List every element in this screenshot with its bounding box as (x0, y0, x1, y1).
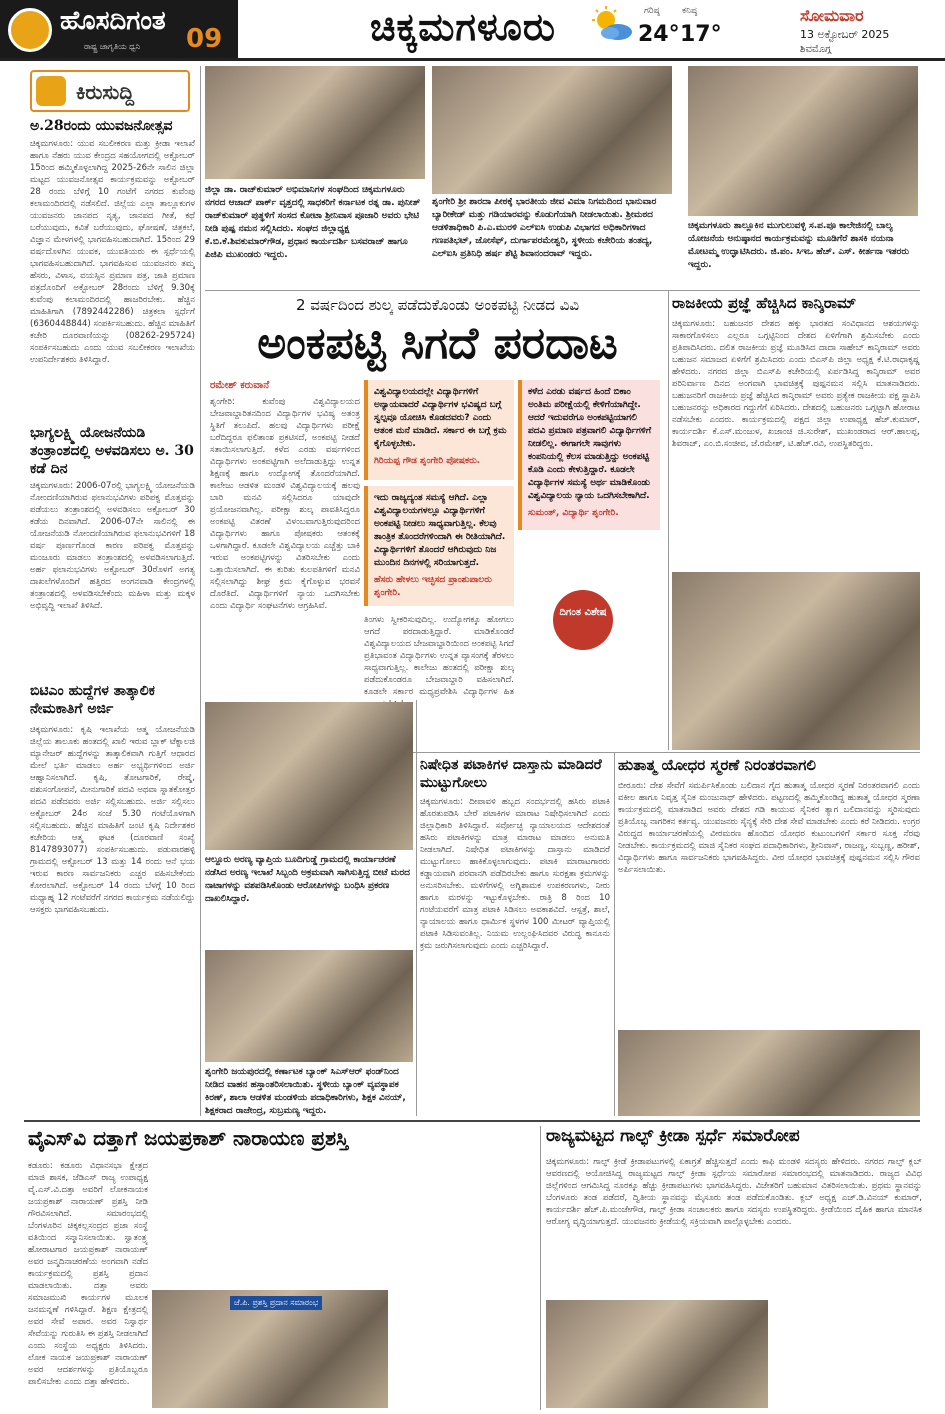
lead-quote-1-source: ಗಿರಿಯಪ್ಪ ಗೌಡ ಶೃಂಗೇರಿ ಪೋಷಕರು. (374, 456, 481, 466)
crackers-headline: ನಿಷೇಧಿತ ಪಟಾಕಿಗಳ ದಾಸ್ತಾನು ಮಾಡಿದರೆ ಮುಟ್ಟುಗೋಲು (420, 757, 602, 791)
lead-quote-3-text: ಕಳೆದ ಎರಡು ವರ್ಷದ ಹಿಂದೆ ಬಿಕಾಂ ಅಂತಿಮ ಪರೀಕ್ಷೆಯಲ್ಲಿ ಕೇಳಿಗೆಯಾಗಿದ್ದೇ. ಆದರೆ ಇದುವರೆಗೂ ಅಂಕಪಟ್ಟಿಯಾಗಲಿ ಪದವಿ ಪ್ರಮಾಣ ಪತ್ರವಾಗಲಿ ವಿದ್ಯಾರ್ಥಿಗಳಿಗೆ ನೀಡಲಿಲ್ಲ. ಈಗಾಗಲೇ ಸಾವುಗಳು ಕಂಪನಿಯಲ್ಲಿ ಕೆಲಸ ಮಾಡುತ್ತಿದ್ದು ಅಂಕಪಟ್ಟಿ ಕೊಡಿ ಎಂದು ಕೇಳುತ್ತಿದ್ದಾರೆ. ಕೂಡಲೇ ವಿದ್ಯಾರ್ಥಿಗಳ ಸಮಸ್ಯೆ ಅರ್ಥ ಮಾಡಿಕೊಂಡು ವಿಶ್ವವಿದ್ಯಾಲಯ ನ್ಯಾಯ ಒದಗಿಸಬೇಕಾಗಿದೆ. (528, 387, 652, 501)
top-photo-3-caption: ಚಿಕ್ಕಮಗಳೂರು ತಾಲ್ಲೂಕಿನ ಮುಗುಲುವಳ್ಳಿ ಸ.ಪ.ಪೂ ಕಾಲೇಜಿನಲ್ಲಿ ಬಾಲ್ಯ ಯೋಜನೆಯ ಅನುಷ್ಠಾನದ ಕಾರ್ಯಕ್ರಮವನ್ನು ಮೂಡಿಗೆರೆ ಶಾಸಕಿ ನಯನಾ ಮೋಟಮ್ಮ ಉದ್ಘಾಟಿಸಿದರು. ಜಿ.ಪಂ. ಸಿಇಒ ಹೆಚ್. ಎಸ್. ಕೀರ್ತನಾ ಇತರರು ಇದ್ದರು. (688, 221, 909, 270)
lead-byline: ರಮೇಶ್ ಕರುವಾನೆ (210, 380, 270, 391)
bottom-right-headline: ರಾಜ್ಯಮಟ್ಟದ ಗಾಲ್ಫ್ ಕ್ರೀಡಾ ಸ್ಪರ್ಧೆ ಸಮಾರೋಪ (546, 1126, 800, 1146)
martyr-body: ಬೀರೂರು: ದೇಶ ಸೇವೆಗೆ ಸಮರ್ಪಿಸಿಕೊಂಡು ಬಲಿದಾನ ಗೈದ ಹುತಾತ್ಮ ಯೋಧರ ಸ್ಮರಣೆ ನಿರಂತರವಾಗಲಿ ಎಂದು ವಕೀಲ ಹಾಗೂ ನಿವೃತ್ತ ಸೈನಿಕ ಮಂಜುನಾಥ್ ಹೇಳಿದರು. ಪಟ್ಟಣದಲ್ಲಿ ಹಮ್ಮಿಕೊಂಡಿದ್ದ ಹುತಾತ್ಮ ಯೋಧರ ಸ್ಮರಣಾ ಕಾರ್ಯಕ್ರಮದಲ್ಲಿ ಮಾತನಾಡಿದ ಅವರು ದೇಶದ ಗಡಿ ಕಾಯುವ ಸೈನಿಕರ ತ್ಯಾಗ ಬಲಿದಾನವನ್ನು ಸ್ಮರಿಸುವುದು ಪ್ರತಿಯೊಬ್ಬ ನಾಗರಿಕನ ಕರ್ತವ್ಯ. ಯುವಜನರು ಸೈನ್ಯಕ್ಕೆ ಸೇರಿ ದೇಶ ಸೇವೆ ಮಾಡಬೇಕು ಎಂದು ಕರೆ ನೀಡಿದರು. ಉಗ್ರರ ವಿರುದ್ಧದ ಕಾರ್ಯಾಚರಣೆಯಲ್ಲಿ ವೀರಮರಣ ಹೊಂದಿದ ಯೋಧರ ಕುಟುಂಬಗಳಿಗೆ ಸರ್ಕಾರ ಸೂಕ್ತ ನೆರವು ನೀಡಬೇಕು. ಕಾರ್ಯಕ್ರಮದಲ್ಲಿ ಮಾಜಿ ಸೈನಿಕರ ಸಂಘದ ಪದಾಧಿಕಾರಿಗಳು, ಶ್ರೀನಿವಾಸ್, ರಾಜಣ್ಣ, ಸುಬ್ಬಣ್ಣ, ಹರೀಶ್, ವಿದ್ಯಾರ್ಥಿಗಳು ಹಾಗೂ ಸಾರ್ವಜನಿಕರು ಭಾಗವಹಿಸಿದ್ದರು. ವೀರ ಯೋಧರ ಭಾವಚಿತ್ರಕ್ಕೆ ಪುಷ್ಪನಮನ ಸಲ್ಲಿಸಿ ಗೌರವ ಅರ್ಪಿಸಲಾಯಿತು. (618, 781, 920, 875)
middle-photo-2-caption: ಶೃಂಗೇರಿ ಜಯಪುರದಲ್ಲಿ ಕರ್ಣಾಟಕ ಬ್ಯಾಂಕ್ ಸಿಎಸ್‌ಆರ್ ಫಂಡ್‌ನಿಂದ ನೀಡಿದ ವಾಹನ ಹಸ್ತಾಂತರಿಸಲಾಯಿತು. ಸ್ಥಳೀಯ ಬ್ಯಾಂಕ್ ವ್ಯವಸ್ಥಾಪಕ ಕಿರಣ್, ಶಾಲಾ ಆಡಳಿತ ಮಂಡಳಿಯ ಪದಾಧಿಕಾರಿಗಳು, ಶಿಕ್ಷಕ ವಿನಯ್, ಶಿಕ್ಷಕರಾದ ರಾಜೇಂದ್ರ, ಸುಬ್ರಮಣ್ಯ ಇದ್ದರು. (205, 1067, 406, 1116)
sidebar-story-3-body: ಚಿಕ್ಕಮಗಳೂರು: ಕೃಷಿ ಇಲಾಖೆಯ ಆತ್ಮ ಯೋಜನೆಯಡಿ ಜಿಲ್ಲೆಯ ತಾಲೂಕು ಹಂತದಲ್ಲಿ ಖಾಲಿ ಇರುವ ಬ್ಲಾಕ್ ಟೆಕ್ನಾಲಜಿ ಮ್ಯಾನೇಜರ್ ಹುದ್ದೆಗಳನ್ನು ತಾತ್ಕಾಲಿಕವಾಗಿ ಗುತ್ತಿಗೆ ಆಧಾರದ ಮೇಲೆ ಭರ್ತಿ ಮಾಡಲು ಅರ್ಹ ಅಭ್ಯರ್ಥಿಗಳಿಂದ ಅರ್ಜಿ ಆಹ್ವಾನಿಸಲಾಗಿದೆ. ಕೃಷಿ, ತೋಟಗಾರಿಕೆ, ರೇಷ್ಮೆ, ಪಶುಸಂಗೋಪನೆ, ಮೀನುಗಾರಿಕೆ ಪದವಿ ಅಥವಾ ಸ್ನಾತಕೋತ್ತರ ಪದವಿ ಪಡೆದವರು ಅರ್ಜಿ ಸಲ್ಲಿಸಬಹುದು. ಅರ್ಜಿ ಸಲ್ಲಿಸಲು ಅಕ್ಟೋಬರ್ 24ರ ಸಂಜೆ 5.30 ಗಂಟೆಯೊಳಗಾಗಿ ಸಲ್ಲಿಸಬಹುದು. ಹೆಚ್ಚಿನ ಮಾಹಿತಿಗೆ ಜಂಟಿ ಕೃಷಿ ನಿರ್ದೇಶಕರ ಕಚೇರಿಯ ಆತ್ಮ ಘಟಕ (ದೂರವಾಣಿ ಸಂಖ್ಯೆ 8147893077) ಸಂಪರ್ಕಿಸಬಹುದು. ಪಡುವಾರಹಳ್ಳಿ ಗ್ರಾಮದಲ್ಲಿ ಅಕ್ಟೋಬರ್ 13 ಮತ್ತು 14 ರಂದು ಆನೆ ಭಯ ಇರುವ ಕಾರಣ ಸಾರ್ವಜನಿಕರು ಎಚ್ಚರ ವಹಿಸಬೇಕೆಂದು ಕೋರಲಾಗಿದೆ. ಅಕ್ಟೋಬರ್ 14 ರಂದು ಬೆಳಗ್ಗೆ 10 ರಿಂದ ಮಧ್ಯಾಹ್ನ 12 ಗಂಟೆವರೆಗೆ ನಗರದ ಕಾರ್ಯಕ್ರಮ ನಡೆಯಲಿದ್ದು ಆಸಕ್ತರು ಭಾಗವಹಿಸಬಹುದು. (30, 725, 195, 915)
masthead-rule (0, 58, 945, 61)
issue-date: 13 ಅಕ್ಟೋಬರ್ 2025 (800, 28, 890, 41)
issue-day: ಸೋಮವಾರ (800, 6, 864, 25)
top-photo-1-caption: ಜಿಲ್ಲಾ ಡಾ. ರಾಜ್‌ಕುಮಾರ್ ಅಭಿಮಾನಿಗಳ ಸಂಘದಿಂದ ಚಿಕ್ಕಮಗಳೂರು ನಗರದ ಆಜಾದ್ ಪಾರ್ಕ್ ವೃತ್ತದಲ್ಲಿ ಸಾಧಕರಿಗೆ ಕರ್ನಾಟಕ ರತ್ನ ಡಾ. ಪುನೀತ್ ರಾಜ್‌ಕುಮಾರ್ ಪುತ್ಥಳಿಗೆ ಸಂಸದ ಕೋಟಾ ಶ್ರೀನಿವಾಸ ಪೂಜಾರಿ ಅವರು ಭೇಟಿ ನೀಡಿ ಪುಷ್ಪ ನಮನ ಸಲ್ಲಿಸಿದರು. ಸಂಘದ ಜಿಲ್ಲಾಧ್ಯಕ್ಷ ಕೆ.ಬಿ.ಕೆ.ಶಿವಕುಮಾರ್‌ಗೌಡ, ಪ್ರಧಾನ ಕಾರ್ಯದರ್ಶಿ ಬಸವರಾಜ್ ಹಾಗೂ ಪಿಜಿಪಿ ಮುಖಂಡರು ಇದ್ದರು. (205, 185, 421, 260)
masthead-logo (0, 0, 238, 58)
martyr-left-divider (614, 752, 615, 1116)
lead-body: ಶೃಂಗೇರಿ: ಕುವೆಂಪು ವಿಶ್ವವಿದ್ಯಾಲಯದ ಬೇಜವಾಬ್ದಾರಿತನದಿಂದ ವಿದ್ಯಾರ್ಥಿಗಳ ಭವಿಷ್ಯ ಅತಂತ್ರ ಸ್ಥಿತಿಗೆ ತಲುಪಿದೆ. ಹಲವು ವಿದ್ಯಾರ್ಥಿಗಳು ಪರೀಕ್ಷೆ ಬರೆದಿದ್ದರೂ ಫಲಿತಾಂಶ ಪ್ರಕಟಿಸದೆ, ಅಂಕಪಟ್ಟಿ ನೀಡದೆ ಸತಾಯಿಸಲಾಗುತ್ತಿದೆ. ಕಳೆದ ಎರಡು ವರ್ಷಗಳಿಂದ ವಿದ್ಯಾರ್ಥಿಗಳು ಅಂಕಪಟ್ಟಿಗಾಗಿ ಅಲೆದಾಡುತ್ತಿದ್ದು ಉನ್ನತ ಶಿಕ್ಷಣಕ್ಕೆ ಹಾಗೂ ಉದ್ಯೋಗಕ್ಕೆ ತೊಂದರೆಯಾಗಿದೆ. ಕಾಲೇಜು ಆಡಳಿತ ಮಂಡಳಿ ವಿಶ್ವವಿದ್ಯಾಲಯಕ್ಕೆ ಹಲವು ಬಾರಿ ಮನವಿ ಸಲ್ಲಿಸಿದರೂ ಯಾವುದೇ ಪ್ರಯೋಜನವಾಗಿಲ್ಲ. ಪರೀಕ್ಷಾ ಶುಲ್ಕ ಪಾವತಿಸಿದ್ದರೂ ಅಂಕಪಟ್ಟಿ ವಿತರಣೆ ವಿಳಂಬವಾಗುತ್ತಿರುವುದರಿಂದ ವಿದ್ಯಾರ್ಥಿಗಳು ಹಾಗೂ ಪೋಷಕರು ಆತಂಕಕ್ಕೆ ಒಳಗಾಗಿದ್ದಾರೆ. ಕೂಡಲೇ ವಿಶ್ವವಿದ್ಯಾಲಯ ಎಚ್ಚೆತ್ತು ಬಾಕಿ ಇರುವ ಅಂಕಪಟ್ಟಿಗಳನ್ನು ವಿತರಿಸಬೇಕು ಎಂದು ಒತ್ತಾಯಿಸಲಾಗಿದೆ. ಈ ಕುರಿತು ಕುಲಪತಿಗಳಿಗೆ ಮನವಿ ಸಲ್ಲಿಸಲಾಗಿದ್ದು ಶೀಘ್ರ ಕ್ರಮ ಕೈಗೊಳ್ಳುವ ಭರವಸೆ ದೊರೆತಿದೆ. ವಿದ್ಯಾರ್ಥಿಗಳಿಗೆ ನ್ಯಾಯ ಒದಗಿಸಬೇಕು ಎಂದು ವಿದ್ಯಾರ್ಥಿ ಸಂಘಟನೆಗಳು ಆಗ್ರಹಿಸಿವೆ. (210, 397, 360, 611)
logo-emblem-icon (8, 8, 52, 52)
lead-kicker: 2 ವರ್ಷದಿಂದ ಶುಲ್ಕ ಪಡೆದುಕೊಂಡು ಅಂಕಪಟ್ಟಿ ನೀಡದ ವಿವಿ (295, 296, 580, 314)
bottom-right-body: ಚಿಕ್ಕಮಗಳೂರು: ಗಾಲ್ಫ್ ಕ್ರೀಡೆ ಕ್ರೀಡಾಪಟುಗಳಲ್ಲಿ ಏಕಾಗ್ರತೆ ಹೆಚ್ಚಿಸುತ್ತದೆ ಎಂದು ಕಾಫಿ ಮಂಡಳಿ ಸದಸ್ಯರು ಹೇಳಿದರು. ನಗರದ ಗಾಲ್ಫ್ ಕ್ಲಬ್ ಆವರಣದಲ್ಲಿ ಆಯೋಜಿಸಿದ್ದ ರಾಜ್ಯಮಟ್ಟದ ಗಾಲ್ಫ್ ಕ್ರೀಡಾ ಸ್ಪರ್ಧೆಯ ಸಮಾರೋಪ ಸಮಾರಂಭದಲ್ಲಿ ಮಾತನಾಡಿದರು. ರಾಜ್ಯದ ವಿವಿಧ ಜಿಲ್ಲೆಗಳಿಂದ ಆಗಮಿಸಿದ್ದ ನೂರಕ್ಕೂ ಹೆಚ್ಚು ಕ್ರೀಡಾಪಟುಗಳು ಭಾಗವಹಿಸಿದ್ದರು. ವಿಜೇತರಿಗೆ ಬಹುಮಾನ ವಿತರಿಸಲಾಯಿತು. ಪ್ರಥಮ ಸ್ಥಾನವನ್ನು ಬೆಂಗಳೂರು ತಂಡ ಪಡೆದರೆ, ದ್ವಿತೀಯ ಸ್ಥಾನವನ್ನು ಮೈಸೂರು ತಂಡ ಪಡೆದುಕೊಂಡಿತು. ಕ್ಲಬ್ ಅಧ್ಯಕ್ಷ ಎಚ್.ಡಿ.ವಿನಯ್ ಕುಮಾರ್, ಕಾರ್ಯದರ್ಶಿ ಹೆಚ್.ಪಿ.ಮಂಜೇಗೌಡ, ಗಾಲ್ಫ್ ಕ್ರೀಡಾ ಸಂಚಾಲಕರು ಹಾಗೂ ಸದಸ್ಯರು ಉಪಸ್ಥಿತರಿದ್ದರು. ಕ್ರೀಡೆಯಿಂದ ದೈಹಿಕ ಹಾಗೂ ಮಾನಸಿಕ ಆರೋಗ್ಯ ವೃದ್ಧಿಯಾಗುತ್ತದೆ. ಯುವಜನರು ಕ್ರೀಡೆಯಲ್ಲಿ ಸಕ್ರಿಯವಾಗಿ ಪಾಲ್ಗೊಳ್ಳಬೇಕು ಎಂದರು. (546, 1157, 922, 1227)
bottom-left-body: ಕಡೂರು: ಕಡೂರು ವಿಧಾನಸಭಾ ಕ್ಷೇತ್ರದ ಮಾಜಿ ಶಾಸಕ, ಜೆಡಿಎಸ್ ರಾಜ್ಯ ಉಪಾಧ್ಯಕ್ಷ ವೈ.ಎಸ್.ವಿ.ದತ್ತಾ ಅವರಿಗೆ ಲೋಕನಾಯಕ ಜಯಪ್ರಕಾಶ್ ನಾರಾಯಣ್ ಪ್ರಶಸ್ತಿ ನೀಡಿ ಗೌರವಿಸಲಾಗಿದೆ. ಸಮಾರಂಭದಲ್ಲಿ ಬೆಂಗಳೂರಿನ ಚಿಕ್ಕಕಲ್ಲಸಂದ್ರದ ಪ್ರಜಾ ಸಂಸ್ಥೆ ವತಿಯಿಂದ ಸನ್ಮಾನಿಸಲಾಯಿತು. ಸ್ವಾತಂತ್ರ್ಯ ಹೋರಾಟಗಾರ ಜಯಪ್ರಕಾಶ್ ನಾರಾಯಣ್ ಅವರ ಜನ್ಮದಿನಾಚರಣೆಯ ಅಂಗವಾಗಿ ನಡೆದ ಕಾರ್ಯಕ್ರಮದಲ್ಲಿ ಪ್ರಶಸ್ತಿ ಪ್ರದಾನ ಮಾಡಲಾಯಿತು. ದತ್ತಾ ಅವರು ಸಮಾಜಮುಖಿ ಕಾರ್ಯಗಳ ಮೂಲಕ ಜನಮನ್ನಣೆ ಗಳಿಸಿದ್ದಾರೆ. ಶಿಕ್ಷಣ ಕ್ಷೇತ್ರದಲ್ಲಿ ಅವರ ಸೇವೆ ಅಪಾರ. ಅವರ ನಿಸ್ವಾರ್ಥ ಸೇವೆಯನ್ನು ಗುರುತಿಸಿ ಈ ಪ್ರಶಸ್ತಿ ನೀಡಲಾಗಿದೆ ಎಂದು ಸಂಸ್ಥೆಯ ಅಧ್ಯಕ್ಷರು ತಿಳಿಸಿದರು. ಲೋಕ ನಾಯಕ ಜಯಪ್ರಕಾಶ್ ನಾರಾಯಣ್ ಅವರ ಆದರ್ಶಗಳನ್ನು ಪ್ರತಿಯೊಬ್ಬರೂ ಪಾಲಿಸಬೇಕು ಎಂದು ದತ್ತಾ ಹೇಳಿದರು. (28, 1161, 148, 1387)
bottom-row-divider (24, 1120, 920, 1122)
lead-quote-2 (364, 486, 514, 606)
brand-name: ಹೊಸದಿಗಂತ (60, 6, 166, 36)
temp-min: 17° (680, 22, 722, 47)
bottom-left-banner: ಜೆ.ಪಿ. ಪ್ರಶಸ್ತಿ ಪ್ರದಾನ ಸಮಾರಂಭ (230, 1296, 322, 1310)
sidebar-title-text: ಕಿರುಸುದ್ದಿ (76, 80, 135, 104)
city-title: ಚಿಕ್ಕಮಗಳೂರು (370, 4, 557, 49)
top-row-divider (205, 290, 920, 291)
middle-photo-1 (205, 702, 413, 850)
temp-max-label: ಗರಿಷ್ಠ (644, 6, 660, 16)
sun-cloud-icon (590, 6, 634, 42)
top-photo-1 (205, 66, 425, 179)
politics-headline: ರಾಜಕೀಯ ಪ್ರಜ್ಞೆ ಹೆಚ್ಚಿಸಿದ ಕಾನ್ಶಿರಾಮ್ (672, 294, 857, 312)
lead-quote-1-text: ವಿಶ್ವವಿದ್ಯಾಲಯದಲ್ಲೇ ವಿದ್ಯಾರ್ಥಿಗಳಿಗೆ ಅನ್ಯಾಯವಾದರೆ ವಿದ್ಯಾರ್ಥಿಗಳ ಭವಿಷ್ಯದ ಬಗ್ಗೆ ಸ್ವಲ್ಪವೂ ಯೋಚಿಸಿ ಕೊಡದವರು? ಎಂದು ಆತಂಕ ಮನೆ ಮಾಡಿದೆ. ಸರ್ಕಾರ ಈ ಬಗ್ಗೆ ಕ್ರಮ ಕೈಗೊಳ್ಳಬೇಕು. (374, 387, 507, 449)
top-photo-2-caption: ಶೃಂಗೇರಿ ಶ್ರೀ ಶಾರದಾ ಪೀಠಕ್ಕೆ ಭಾರತೀಯ ಜೀವ ವಿಮಾ ನಿಗಮದಿಂದ ಭಾನುವಾರ ಬ್ಯಾರೀಕೇಡ್ ಮತ್ತು ಗಡಿಯಾರವನ್ನು ಕೊಡುಗೆಯಾಗಿ ನೀಡಲಾಯಿತು. ಶ್ರೀಮಠದ ಆಡಳಿತಾಧಿಕಾರಿ ಪಿ.ಎ.ಮುರಳಿ ಎಲ್‌ಐಸಿ ಉಡುಪಿ ವಿಭಾಗದ ಅಧಿಕಾರಿಗಳಾದ ಗಣಪತಿಭಟ್, ಜೋಸೆಫ್, ದುರ್ಗಾಪರಮೇಶ್ವರಿ, ಸ್ಥಳೀಯ ಕಚೇರಿಯ ತಂತದ್ಯ, ಎಲ್‌ಐಸಿ ಪ್ರತಿನಿಧಿ ಹರ್ಷ ಶೆಟ್ಟಿ ಶಿವಾನಂದರಾವ್ ಇದ್ದರು. (432, 197, 657, 259)
brand-tagline: ರಾಷ್ಟ್ರ ಜಾಗೃತಿಯ ಧ್ವನಿ (84, 42, 141, 51)
top-photo-2 (432, 66, 672, 194)
top-photo-3 (688, 66, 918, 216)
politics-photo (672, 572, 920, 750)
lead-quote-2-source: ಹೆಸರು ಹೇಳಲು ಇಚ್ಛಿಸದ ಪ್ರಾಂಶುಪಾಲರು ಶೃಂಗೇರಿ. (374, 575, 492, 598)
lead-quote-3 (518, 380, 660, 530)
sidebar-story-1-body: ಚಿಕ್ಕಮಗಳೂರು: ಯುವ ಸಬಲೀಕರಣ ಮತ್ತು ಕ್ರೀಡಾ ಇಲಾಖೆ ಹಾಗೂ ನೆಹರು ಯುವ ಕೇಂದ್ರದ ಸಹಯೋಗದಲ್ಲಿ ಅಕ್ಟೋಬರ್ 15ರಿಂದ ಹಮ್ಮಿಕೊಳ್ಳಲಾಗಿದ್ದ 2025-26ನೇ ಸಾಲಿನ ಜಿಲ್ಲಾ ಮಟ್ಟದ ಯುವಜನೋತ್ಸವ ಕಾರ್ಯಕ್ರಮವನ್ನು ಅಕ್ಟೋಬರ್ 28 ರಂದು ಬೆಳಿಗ್ಗೆ 10 ಗಂಟೆಗೆ ನಗರದ ಕುವೆಂಪು ಕಲಾಮಂದಿರದಲ್ಲಿ ನಡೆಸಲಿದೆ. ಜಿಲ್ಲೆಯ ಎಲ್ಲಾ ತಾಲ್ಲೂಕುಗಳ ಯುವಜನರು ಜಾನಪದ ನೃತ್ಯ, ಜಾನಪದ ಗೀತೆ, ಕಥೆ ಬರೆಯುವುದು, ಕವಿತೆ ಬರೆಯುವುದು, ಘೋಷಣೆ, ಚಿತ್ರಕಲೆ, ವಿಜ್ಞಾನ ಮೇಳಗಳಲ್ಲಿ ಭಾಗವಹಿಸಬಹುದಾಗಿದೆ. 15ರಿಂದ 29 ವರ್ಷದೊಳಗಿನ ಯುವಕ, ಯುವತಿಯರು ಈ ಸ್ಪರ್ಧೆಯಲ್ಲಿ ಭಾಗವಹಿಸಬಹುದಾಗಿದೆ. ಭಾಗವಹಿಸುವ ಯುವಜನರು ತಮ್ಮ ಹೆಸರು, ವಿಳಾಸ, ವಯಸ್ಸಿನ ಪ್ರಮಾಣ ಪತ್ರ, ಜಾತಿ ಪ್ರಮಾಣ ಪತ್ರದೊಂದಿಗೆ ಅಕ್ಟೋಬರ್ 28ರಂದು ಬೆಳಿಗ್ಗೆ 9.30ಕ್ಕೆ ಕುವೆಂಪು ಕಲಾಮಂದಿರದಲ್ಲಿ ಹಾಜರಿರಬೇಕು. ಹೆಚ್ಚಿನ ಮಾಹಿತಿಗಾಗಿ (7892442286) ಚಿತ್ರಕಲಾ ಸ್ಪರ್ಧೆಗೆ (6360448844) ಸಂಪರ್ಕಿಸಬಹುದು. ಹೆಚ್ಚಿನ ಮಾಹಿತಿಗೆ ಕಚೇರಿ ದೂರವಾಣಿಯನ್ನು (08262-295724) ಸಂಪರ್ಕಿಸಬಹುದು ಎಂದು ಯುವ ಸಬಲೀಕರಣ ಇಲಾಖೆಯ ಉಪನಿರ್ದೇಶಕರು ತಿಳಿಸಿದ್ದಾರೆ. (30, 139, 195, 365)
sidebar-story-2-body: ಚಿಕ್ಕಮಗಳೂರು: 2006-07ರಲ್ಲಿ ಭಾಗ್ಯಲಕ್ಷ್ಮಿ ಯೋಜನೆಯಡಿ ನೋಂದಣಿಯಾಗಿರುವ ಫಲಾನುಭವಿಗಳು ಪರಿಪಕ್ವ ಮೊತ್ತವನ್ನು ಪಡೆಯಲು ತಂತ್ರಾಂಶದಲ್ಲಿ ಅಳವಡಿಸಲು ಅಕ್ಟೋಬರ್ 30 ಕಡೆಯ ದಿನವಾಗಿದೆ. 2006-07ನೇ ಸಾಲಿನಲ್ಲಿ ಈ ಯೋಜನೆಯಡಿ ನೋಂದಣಿಯಾಗಿರುವ ಫಲಾನುಭವಿಗಳಿಗೆ 18 ವರ್ಷ ಪೂರ್ಣಗೊಂಡ ಕಾರಣ ಪರಿಪಕ್ವ ಮೊತ್ತವನ್ನು ಮಂಜೂರು ಮಾಡಲು ತಂತ್ರಾಂಶದಲ್ಲಿ ಅಳವಡಿಸಲಾಗುತ್ತಿದೆ. ಅರ್ಹ ಫಲಾನುಭವಿಗಳು ಅಕ್ಟೋಬರ್ 30ರೊಳಗೆ ಅಗತ್ಯ ದಾಖಲೆಗಳೊಂದಿಗೆ ಹತ್ತಿರದ ಅಂಗನವಾಡಿ ಕೇಂದ್ರಗಳಲ್ಲಿ ತಂತ್ರಾಂಶದಲ್ಲಿ ಅಳವಡಿಸಬೇಕೆಂದು ಮಹಿಳಾ ಮತ್ತು ಮಕ್ಕಳ ಅಭಿವೃದ್ಧಿ ಇಲಾಖೆ ತಿಳಿಸಿದೆ. (30, 481, 195, 611)
sidebar-section-title (30, 70, 190, 112)
bottom-right-photo (546, 1300, 768, 1408)
digantha-special-stamp: ದಿಗಂತ ವಿಶೇಷ (553, 590, 613, 650)
sidebar-story-3-headline: ಬಿಟಿಎಂ ಹುದ್ದೆಗಳ ತಾತ್ಕಾಲಿಕ ನೇಮಕಾತಿಗೆ ಅರ್ಜಿ (30, 683, 155, 717)
lead-headline: ಅಂಕಪಟ್ಟಿ ಸಿಗದೆ ಪರದಾಟ (257, 318, 618, 369)
temp-max: 24° (638, 22, 680, 47)
middle-photo-1-caption: ಆಲ್ದೂರು ಅರಣ್ಯ ವ್ಯಾಪ್ತಿಯ ಬೂದಿಗುಡ್ಡೆ ಗ್ರಾಮದಲ್ಲಿ ಕಾರ್ಯಾಚರಣೆ ನಡೆಸಿದ ಅರಣ್ಯ ಇಲಾಖೆ ಸಿಬ್ಬಂದಿ ಅಕ್ರಮವಾಗಿ ಸಾಗಿಸುತ್ತಿದ್ದ ಬೀಟೆ ಮರದ ನಾಟಾಗಳನ್ನು ವಶಪಡಿಸಿಕೊಂಡು ಆರೋಪಿಗಳನ್ನು ಬಂಧಿಸಿ ಪ್ರಕರಣ ದಾಖಲಿಸಿದ್ದಾರೆ. (205, 855, 410, 904)
lead-divider (668, 290, 669, 750)
sidebar-story-1-headline: ಅ.28ರಂದು ಯುವಜನೋತ್ಸವ (30, 118, 173, 134)
temp-min-label: ಕನಿಷ್ಠ (682, 6, 698, 16)
martyr-headline: ಹುತಾತ್ಮ ಯೋಧರ ಸ್ಮರಣೆ ನಿರಂತರವಾಗಲಿ (618, 756, 816, 774)
sidebar-divider (200, 66, 201, 1116)
page-number: 09 (186, 24, 223, 54)
pointing-hand-icon (36, 76, 66, 106)
martyr-photo (618, 1030, 920, 1116)
politics-body: ಚಿಕ್ಕಮಗಳೂರು: ಬಹುಜನರ ದೇಶದ ಹಕ್ಕು ಭಾರತದ ಸಂವಿಧಾನದ ಆಶಯಗಳನ್ನು ಸಾಕಾರಗೊಳಿಸಲು ಎಲ್ಲರೂ ಒಗ್ಗಟ್ಟಿನಿಂದ ದೇಶದ ಏಳಿಗೆಗಾಗಿ ಶ್ರಮಿಸಬೇಕು ಎಂದು ಪ್ರತಿಪಾದಿಸಿದರು. ದಲಿತ ರಾಜಕೀಯ ಪ್ರಜ್ಞೆ ಮೂಡಿಸಿದ ದಾದಾ ಸಾಹೇಬ್ ಕಾನ್ಶಿರಾಮ್ ಅವರು ಬಹುಜನ ಸಮಾಜದ ಏಳಿಗೆಗೆ ಶ್ರಮಿಸಿದರು ಎಂದು ಬಿಎಸ್‌ಪಿ ಜಿಲ್ಲಾ ಅಧ್ಯಕ್ಷ ಕೆ.ಟಿ.ರಾಧಾಕೃಷ್ಣ ಹೇಳಿದರು. ನಗರದ ಜಿಲ್ಲಾ ಬಿಎಸ್‌ಪಿ ಕಚೇರಿಯಲ್ಲಿ ಏರ್ಪಡಿಸಿದ್ದ ಕಾನ್ಶಿರಾಮ್ ಅವರ ಪರಿನಿರ್ವಾಣ ದಿನದ ಅಂಗವಾಗಿ ಭಾವಚಿತ್ರಕ್ಕೆ ಪುಷ್ಪನಮನ ಸಲ್ಲಿಸಿ ಮಾತನಾಡಿದರು. ಬಹುಜನರಿಗೆ ರಾಜಕೀಯ ಪ್ರಜ್ಞೆ ಹೆಚ್ಚಿಸಿದ ಕಾನ್ಶಿರಾಮ್ ಅವರು ಪ್ರತ್ಯೇಕ ರಾಜಕೀಯ ಪಕ್ಷ ಸ್ಥಾಪಿಸಿ ಬಹುಜನರನ್ನು ಅಧಿಕಾರದ ಗದ್ದುಗೆಗೆ ಏರಿಸಿದರು. ದೇಶದಲ್ಲಿ ಬಹುಜನರು ಒಗ್ಗಟ್ಟಾಗಿ ಹೋರಾಟ ನಡೆಸಬೇಕು ಎಂದರು. ಕಾರ್ಯಕ್ರಮದಲ್ಲಿ ಪಕ್ಷದ ಜಿಲ್ಲಾ ಉಪಾಧ್ಯಕ್ಷ ಹೆಚ್.ಕುಮಾರ್, ಕಾರ್ಯದರ್ಶಿ ಕೆ.ಎಸ್.ಮಂಜುಳ, ಖಜಾಂಚಿ ಜಿ.ಸುರೇಶ್, ಮುಖಂಡರಾದ ಆರ್.ಹಾಲಪ್ಪ, ಶಿವರಾಜ್, ಎಂ.ಬಿ.ಸಂಜೀವ, ಜೆ.ರಮೇಶ್, ಟಿ.ಹೆಚ್.ರವಿ, ಉಪಸ್ಥಿತರಿದ್ದರು. (672, 319, 920, 449)
issue-place: ಶಿವಮೊಗ್ಗ (800, 44, 832, 55)
lead-quote-1 (364, 380, 514, 480)
sidebar-story-2-headline: ಭಾಗ್ಯಲಕ್ಷ್ಮಿ ಯೋಜನೆಯಡಿ ತಂತ್ರಾಂಶದಲ್ಲಿ ಅಳವಡಿಸಲು ಅ. 30 ಕಡೆ ದಿನ (30, 425, 194, 477)
crackers-left-divider (416, 700, 417, 1116)
bottom-divider (540, 1126, 541, 1410)
crackers-body: ಚಿಕ್ಕಮಗಳೂರು: ದೀಪಾವಳಿ ಹಬ್ಬದ ಸಂದರ್ಭದಲ್ಲಿ ಹಸಿರು ಪಟಾಕಿ ಹೊರತುಪಡಿಸಿ ಬೇರೆ ಪಟಾಕಿಗಳ ಮಾರಾಟ ನಿಷೇಧಿಸಲಾಗಿದೆ ಎಂದು ಜಿಲ್ಲಾಧಿಕಾರಿ ತಿಳಿಸಿದ್ದಾರೆ. ಸರ್ವೋಚ್ಛ ನ್ಯಾಯಾಲಯದ ಆದೇಶದಂತೆ ಹಸಿರು ಪಟಾಕಿಗಳನ್ನು ಮಾತ್ರ ಮಾರಾಟ ಮಾಡಲು ಅನುಮತಿ ನೀಡಲಾಗಿದೆ. ನಿಷೇಧಿತ ಪಟಾಕಿಗಳನ್ನು ದಾಸ್ತಾನು ಮಾಡಿದರೆ ಮುಟ್ಟುಗೋಲು ಹಾಕಿಕೊಳ್ಳಲಾಗುವುದು. ಪಟಾಕಿ ಮಾರಾಟಗಾರರು ಕಡ್ಡಾಯವಾಗಿ ಪರವಾನಗಿ ಪಡೆದಿರಬೇಕು ಹಾಗೂ ಸುರಕ್ಷತಾ ಕ್ರಮಗಳನ್ನು ಅನುಸರಿಸಬೇಕು. ಮಳಿಗೆಗಳಲ್ಲಿ ಅಗ್ನಿಶಾಮಕ ಉಪಕರಣಗಳು, ನೀರು ಹಾಗೂ ಮರಳನ್ನು ಇಟ್ಟುಕೊಳ್ಳಬೇಕು. ರಾತ್ರಿ 8 ರಿಂದ 10 ಗಂಟೆಯವರೆಗೆ ಮಾತ್ರ ಪಟಾಕಿ ಸಿಡಿಸಲು ಅವಕಾಶವಿದೆ. ಆಸ್ಪತ್ರೆ, ಶಾಲೆ, ನ್ಯಾಯಾಲಯ ಹಾಗೂ ಧಾರ್ಮಿಕ ಸ್ಥಳಗಳ 100 ಮೀಟರ್ ವ್ಯಾಪ್ತಿಯಲ್ಲಿ ಪಟಾಕಿ ಸಿಡಿಸುವಂತಿಲ್ಲ. ನಿಯಮ ಉಲ್ಲಂಘಿಸಿದವರ ವಿರುದ್ಧ ಕಾನೂನು ಕ್ರಮ ಜರುಗಿಸಲಾಗುವುದು ಎಂದು ಎಚ್ಚರಿಸಿದ್ದಾರೆ. (420, 797, 610, 951)
lead-continuation-1: ತಿಂಗಳು ಸ್ವೀಕರಿಸುವುದಿಲ್ಲ. ಉದ್ಯೋಗಕ್ಕೂ ಹೋಗಲು ಆಗದೆ ಪರದಾಡುತ್ತಿದ್ದಾರೆ. ಮಾಡಿಕೊಂಡರೆ ವಿಶ್ವವಿದ್ಯಾಲಯದ ಬೇಜವಾಬ್ದಾರಿಯಿಂದ ಅಂಕಪಟ್ಟಿ ಸಿಗದೆ ಪ್ರತಿಭಾವಂತ ವಿದ್ಯಾರ್ಥಿಗಳು ಉನ್ನತ ವ್ಯಾಸಂಗಕ್ಕೆ ತೆರಳಲು ಸಾಧ್ಯವಾಗುತ್ತಿಲ್ಲ. ಕಾಲೇಜು ಹಂತದಲ್ಲಿ ಪರೀಕ್ಷಾ ಶುಲ್ಕ ಪಡೆದುಕೊಂಡರೂ ಬೇಜವಾಬ್ದಾರಿ ವಹಿಸಲಾಗಿದೆ. ಕೂಡಲೇ ಸರ್ಕಾರ ಮಧ್ಯಪ್ರವೇಶಿಸಿ ವಿದ್ಯಾರ್ಥಿಗಳ ಹಿತ (364, 615, 514, 697)
middle-photo-2 (205, 950, 413, 1062)
lead-quote-2-text: ಇದು ರಾಜ್ಯದ್ಯಂತ ಸಮಸ್ಯೆ ಆಗಿದೆ. ಎಲ್ಲಾ ವಿಶ್ವವಿದ್ಯಾಲಯಗಳಲ್ಲೂ ವಿದ್ಯಾರ್ಥಿಗಳಿಗೆ ಅಂಕಪಟ್ಟಿ ನೀಡಲು ಸಾಧ್ಯವಾಗುತ್ತಿಲ್ಲ. ಕೆಲವು ತಾಂತ್ರಿಕ ತೊಂದರೆಗಳಿಂದಾಗಿ ಈ ರೀತಿಯಾಗಿದೆ. ವಿದ್ಯಾರ್ಥಿಗಳಿಗೆ ತೊಂದರೆ ಆಗಿರುವುದು ನಿಜ ಮುಂದಿನ ದಿನಗಳಲ್ಲಿ ಸರಿಯಾಗುತ್ತದೆ. (374, 493, 506, 568)
lead-quote-3-source: ಸುಮಂತ್, ವಿದ್ಯಾರ್ಥಿ ಶೃಂಗೇರಿ. (528, 508, 619, 518)
bottom-left-headline: ವೈಎಸ್‌ವಿ ದತ್ತಾಗೆ ಜಯಪ್ರಕಾಶ್ ನಾರಾಯಣ ಪ್ರಶಸ್ತಿ (28, 1126, 349, 1150)
